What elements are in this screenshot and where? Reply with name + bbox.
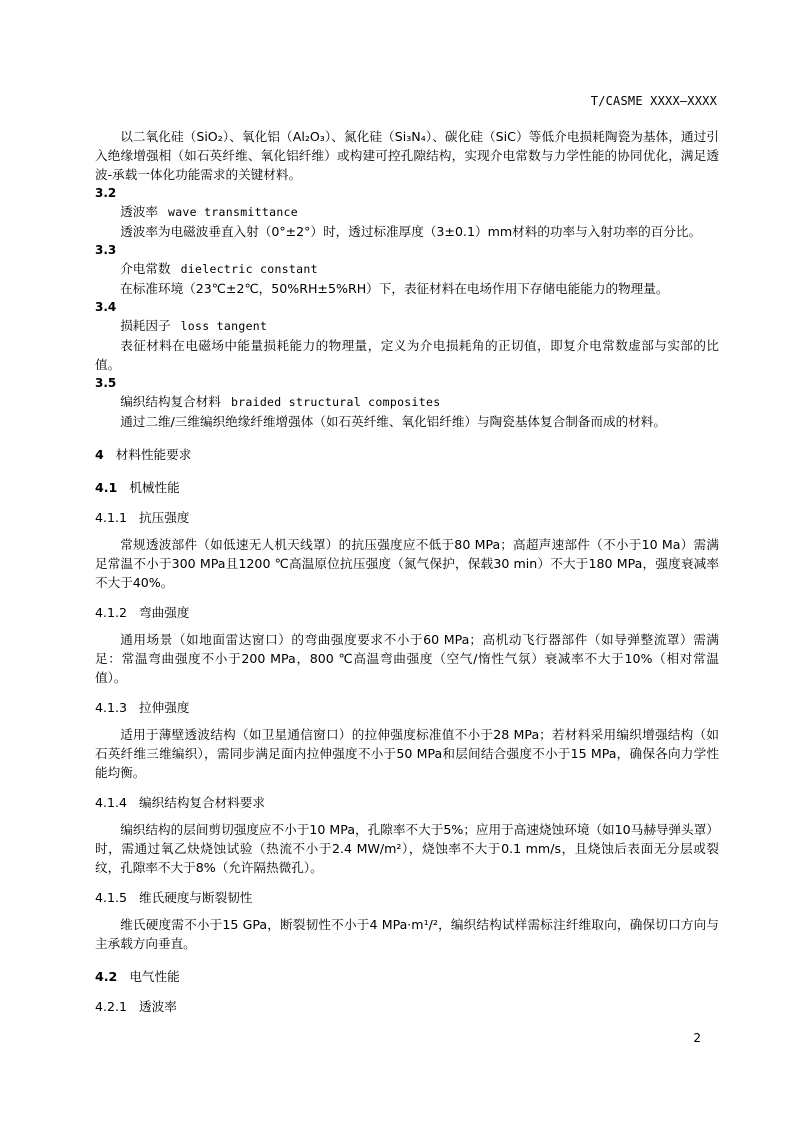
term-entry (95, 185, 719, 241)
intro-paragraph: 以二氧化硅（SiO₂）、氧化铝（Al₂O₃）、氮化硅（Si₃N₄）、碳化硅（SiC）等低介电损耗陶瓷为基体，通过引入绝缘增强相（如石英纤维、氧化铝纤维）或构建可控孔隙结构，实现介电常数与力学性能的协同优化，满足透波-承载一体化功能需求的关键材料。 (95, 129, 719, 182)
term-title (95, 259, 719, 279)
term-entry (95, 242, 719, 298)
page-content (95, 127, 719, 1024)
document-code: T/CASME XXXX—XXXX (590, 94, 717, 108)
clause-heading (95, 698, 719, 717)
term-en: dielectric constant (180, 262, 318, 276)
term-title (95, 392, 719, 412)
term-number: 3.5 (95, 376, 117, 390)
clause-heading (95, 508, 719, 527)
clause-number: 4.2.1 (95, 999, 128, 1014)
clause-text: 适用于薄壁透波结构（如卫星通信窗口）的拉伸强度标准值不小于28 MPa；若材料采用编织增强结构（如石英纤维三维编织），需同步满足面内拉伸强度不小于50 MPa和层间结合强度不小于15 MPa，确保各向力学性能均衡。 (95, 727, 719, 780)
term-definition: 通过二维/三维编织绝缘纤维增强体（如石英纤维、氧化铝纤维）与陶瓷基体复合制备而成的材料。 (120, 414, 666, 429)
clause-text: 维氏硬度需不小于15 GPa，断裂韧性不小于4 MPa·m¹/²，编织结构试样需标注纤维取向，确保切口方向与主承载方向垂直。 (95, 917, 719, 951)
clause (95, 698, 719, 782)
term-zh: 损耗因子 (120, 318, 171, 333)
subsection-number: 4.1 (95, 480, 118, 495)
term-zh: 编织结构复合材料 (120, 394, 221, 409)
section-title: 材料性能要求 (115, 447, 192, 462)
clause-number: 4.1.5 (95, 890, 128, 905)
term-number: 3.2 (95, 186, 117, 200)
clause-title: 透波率 (139, 999, 177, 1014)
term-title (95, 202, 719, 222)
clause (95, 508, 719, 592)
clause (95, 603, 719, 687)
section-heading (95, 445, 719, 464)
term-zh: 透波率 (120, 204, 158, 219)
clause (95, 793, 719, 877)
subsection-title: 电气性能 (129, 969, 180, 984)
clause-title: 抗压强度 (139, 510, 190, 525)
term-number: 3.4 (95, 300, 117, 314)
clause-heading (95, 793, 719, 812)
term-title (95, 316, 719, 336)
clause-heading (95, 997, 719, 1016)
clause-title: 编织结构复合材料要求 (139, 795, 265, 810)
term-zh: 介电常数 (120, 261, 171, 276)
term-en: braided structural composites (230, 395, 441, 409)
clause-number: 4.1.2 (95, 605, 128, 620)
clause-number: 4.1.1 (95, 510, 128, 525)
term-entry (95, 375, 719, 431)
clause-number: 4.1.3 (95, 700, 128, 715)
page-number: 2 (693, 1031, 701, 1045)
term-definition: 透波率为电磁波垂直入射（0°±2°）时，透过标准厚度（3±0.1）mm材料的功率与入射功率的百分比。 (120, 224, 702, 239)
clause-text: 常规透波部件（如低速无人机天线罩）的抗压强度应不低于80 MPa；高超声速部件（不小于10 Ma）需满足常温不小于300 MPa且1200 ℃高温原位抗压强度（氮气保护，保载30 min）不大于180 MPa，强度衰减率不大于40%。 (95, 537, 719, 590)
section-number: 4 (95, 447, 104, 462)
clause (95, 888, 719, 953)
clause-title: 弯曲强度 (139, 605, 190, 620)
term-en: wave transmittance (167, 205, 298, 219)
subsection-heading (95, 967, 719, 986)
term-en: loss tangent (180, 319, 268, 333)
term-definition: 在标准环境（23℃±2℃，50%RH±5%RH）下，表征材料在电场作用下存储电能能力的物理量。 (120, 281, 669, 296)
clause-heading (95, 888, 719, 907)
subsection-number: 4.2 (95, 969, 118, 984)
term-entry (95, 299, 719, 374)
clause-title: 维氏硬度与断裂韧性 (139, 890, 253, 905)
clause-title: 拉伸强度 (139, 700, 190, 715)
term-definition: 表征材料在电磁场中能量损耗能力的物理量，定义为介电损耗角的正切值，即复介电常数虚部与实部的比值。 (95, 338, 719, 372)
clause-text: 通用场景（如地面雷达窗口）的弯曲强度要求不小于60 MPa；高机动飞行器部件（如导弹整流罩）需满足：常温弯曲强度不小于200 MPa，800 ℃高温弯曲强度（空气/惰性气氛）衰减率不大于10%（相对常温值）。 (95, 632, 719, 685)
clause-number: 4.1.4 (95, 795, 128, 810)
clause-text: 编织结构的层间剪切强度应不小于10 MPa，孔隙率不大于5%；应用于高速烧蚀环境（如10马赫导弹头罩）时，需通过氧乙炔烧蚀试验（热流不小于2.4 MW/m²），烧蚀率不大于0.1 mm/s，且烧蚀后表面无分层或裂纹，孔隙率不大于8%（允许隔热微孔）。 (95, 822, 719, 875)
subsection-title: 机械性能 (129, 480, 180, 495)
clause-heading (95, 603, 719, 622)
term-number: 3.3 (95, 243, 117, 257)
subsection-heading (95, 478, 719, 497)
